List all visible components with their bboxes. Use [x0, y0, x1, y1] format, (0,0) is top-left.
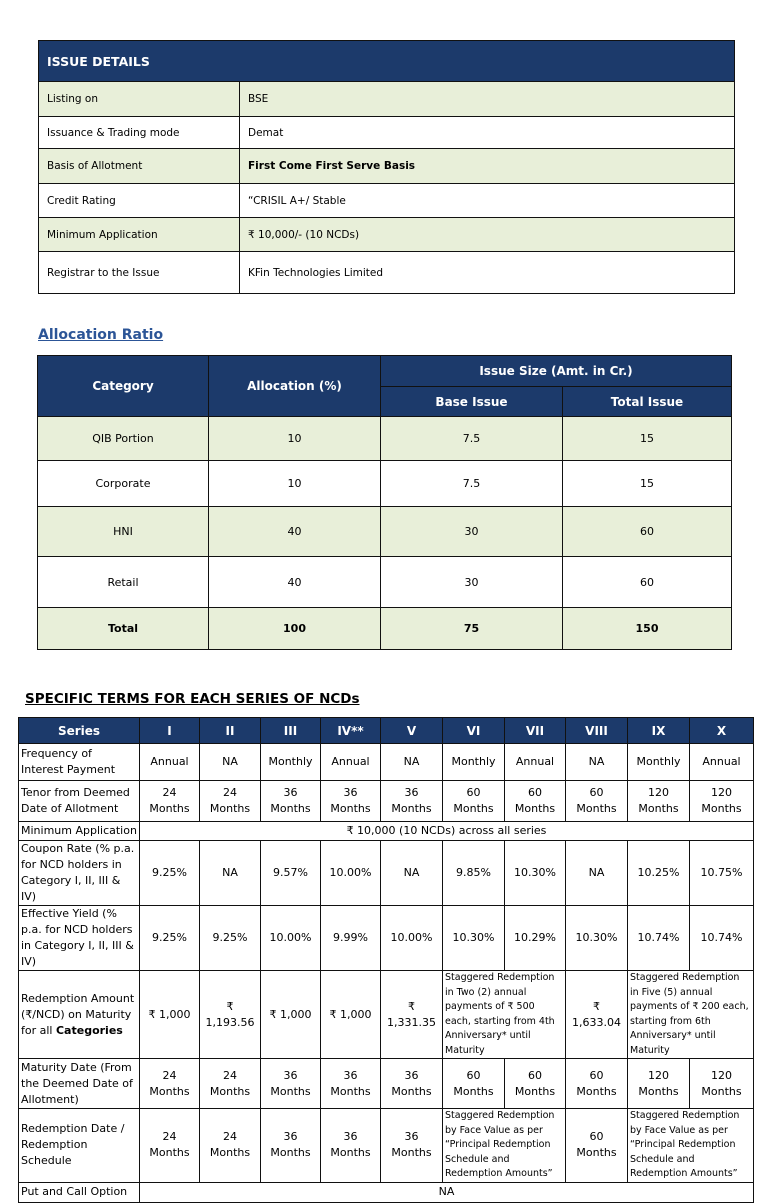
series-terms-table — [18, 717, 754, 1203]
table-row — [39, 184, 735, 218]
cell-staggered: Staggered Redemption by Face Value as per “Principal Redemption Schedule and Redemption Amounts” — [628, 1109, 754, 1183]
series-header: I — [140, 718, 200, 744]
cell-base: 7.5 — [381, 417, 563, 461]
cell: Monthly — [261, 744, 321, 781]
cell: NA — [140, 1182, 754, 1202]
row-value: “CRISIL A+/ Stable — [240, 184, 735, 218]
cell-allocation: 10 — [209, 417, 381, 461]
series-terms-title: SPECIFIC TERMS FOR EACH SERIES OF NCDs — [25, 691, 360, 707]
cell: ₹ 1,193.56 — [200, 971, 261, 1059]
table-row — [19, 906, 754, 971]
cell: 10.30% — [566, 906, 628, 971]
cell: ₹ 1,331.35 — [381, 971, 443, 1059]
cell: 60 Months — [443, 1059, 505, 1109]
series-header: Series — [19, 718, 140, 744]
table-row — [39, 218, 735, 252]
cell: 24 Months — [200, 1109, 261, 1183]
cell: NA — [381, 744, 443, 781]
table-row — [38, 557, 732, 608]
row-value: Demat — [240, 117, 735, 149]
row-label-text: Redemption Amount (₹/NCD) on Maturity for all — [21, 991, 135, 1037]
cell-category: Total — [38, 608, 209, 650]
cell: 24 Months — [200, 1059, 261, 1109]
table-row-total — [38, 608, 732, 650]
cell-base: 30 — [381, 557, 563, 608]
cell: 36 Months — [261, 1059, 321, 1109]
row-label: Maturity Date (From the Deemed Date of Allotment) — [19, 1059, 140, 1109]
cell: 10.00% — [381, 906, 443, 971]
series-header: X — [690, 718, 754, 744]
cell-base: 7.5 — [381, 461, 563, 507]
cell: 10.30% — [443, 906, 505, 971]
cell: 36 Months — [261, 781, 321, 822]
cell: 36 Months — [381, 1109, 443, 1183]
cell: 60 Months — [505, 781, 566, 822]
cell: 9.25% — [140, 841, 200, 906]
table-row — [39, 149, 735, 184]
header-total-issue: Total Issue — [563, 387, 732, 417]
cell: Annual — [505, 744, 566, 781]
header-base-issue: Base Issue — [381, 387, 563, 417]
cell: 36 Months — [381, 1059, 443, 1109]
cell-allocation: 40 — [209, 557, 381, 608]
cell: 10.30% — [505, 841, 566, 906]
cell: 10.74% — [628, 906, 690, 971]
row-label — [19, 971, 140, 1059]
header-allocation: Allocation (%) — [209, 356, 381, 417]
row-label: Put and Call Option — [19, 1182, 140, 1202]
row-value: KFin Technologies Limited — [240, 252, 735, 294]
row-label: Registrar to the Issue — [39, 252, 240, 294]
cell: 10.74% — [690, 906, 754, 971]
cell-total: 150 — [563, 608, 732, 650]
cell: 60 Months — [566, 781, 628, 822]
issue-details-title: ISSUE DETAILS — [39, 41, 735, 82]
table-row — [39, 117, 735, 149]
cell: ₹ 1,000 — [261, 971, 321, 1059]
cell: NA — [381, 841, 443, 906]
row-label: Coupon Rate (% p.a. for NCD holders in Category I, II, III & IV) — [19, 841, 140, 906]
cell-staggered: Staggered Redemption by Face Value as per “Principal Redemption Schedule and Redemption Amounts” — [443, 1109, 566, 1183]
header-issue-size: Issue Size (Amt. in Cr.) — [381, 356, 732, 387]
cell: 10.29% — [505, 906, 566, 971]
series-header-row — [19, 718, 754, 744]
cell: 24 Months — [200, 781, 261, 822]
cell-total: 60 — [563, 557, 732, 608]
row-label: Credit Rating — [39, 184, 240, 218]
header-category: Category — [38, 356, 209, 417]
row-label: Minimum Application — [19, 822, 140, 841]
cell-staggered: Staggered Redemption in Five (5) annual payments of ₹ 200 each, starting from 6th Anniversary* until Maturity — [628, 971, 754, 1059]
cell: 9.25% — [200, 906, 261, 971]
cell-total: 60 — [563, 507, 732, 557]
cell: Annual — [690, 744, 754, 781]
cell: 36 Months — [321, 1109, 381, 1183]
cell: NA — [200, 841, 261, 906]
table-row — [19, 781, 754, 822]
allocation-ratio-title: Allocation Ratio — [38, 327, 164, 343]
table-row — [39, 252, 735, 294]
cell-base: 30 — [381, 507, 563, 557]
table-row — [19, 822, 754, 841]
cell: 120 Months — [690, 1059, 754, 1109]
cell-category: Corporate — [38, 461, 209, 507]
cell: 36 Months — [381, 781, 443, 822]
cell: 24 Months — [140, 781, 200, 822]
cell: ₹ 1,000 — [321, 971, 381, 1059]
cell: 120 Months — [628, 781, 690, 822]
allocation-table — [37, 355, 732, 650]
cell: 36 Months — [261, 1109, 321, 1183]
cell: 60 Months — [443, 781, 505, 822]
table-row — [19, 1109, 754, 1183]
cell: 36 Months — [321, 781, 381, 822]
cell: NA — [566, 841, 628, 906]
cell-category: HNI — [38, 507, 209, 557]
cell: 60 Months — [505, 1059, 566, 1109]
row-label: Redemption Date / Redemption Schedule — [19, 1109, 140, 1183]
row-label: Frequency of Interest Payment — [19, 744, 140, 781]
table-row — [19, 1059, 754, 1109]
row-value: BSE — [240, 82, 735, 117]
cell: 36 Months — [321, 1059, 381, 1109]
cell: Annual — [321, 744, 381, 781]
cell: 24 Months — [140, 1109, 200, 1183]
series-header: IX — [628, 718, 690, 744]
cell: Annual — [140, 744, 200, 781]
cell: 60 Months — [566, 1109, 628, 1183]
cell: Monthly — [443, 744, 505, 781]
cell-total: 15 — [563, 461, 732, 507]
series-header: V — [381, 718, 443, 744]
cell: 60 Months — [566, 1059, 628, 1109]
cell: ₹ 10,000 (10 NCDs) across all series — [140, 822, 754, 841]
cell: 24 Months — [140, 1059, 200, 1109]
cell-allocation: 100 — [209, 608, 381, 650]
row-label: Listing on — [39, 82, 240, 117]
cell-allocation: 10 — [209, 461, 381, 507]
row-label: Tenor from Deemed Date of Allotment — [19, 781, 140, 822]
table-row — [38, 507, 732, 557]
cell: NA — [200, 744, 261, 781]
series-header: VIII — [566, 718, 628, 744]
row-value: ₹ 10,000/- (10 NCDs) — [240, 218, 735, 252]
cell: 9.99% — [321, 906, 381, 971]
table-row — [19, 841, 754, 906]
cell: 120 Months — [628, 1059, 690, 1109]
cell: ₹ 1,633.04 — [566, 971, 628, 1059]
cell: NA — [566, 744, 628, 781]
cell-staggered: Staggered Redemption in Two (2) annual payments of ₹ 500 each, starting from 4th Anniversary* until Maturity — [443, 971, 566, 1059]
series-header: VI — [443, 718, 505, 744]
cell: 10.25% — [628, 841, 690, 906]
row-value: First Come First Serve Basis — [240, 149, 735, 184]
table-row — [38, 461, 732, 507]
cell: 10.00% — [321, 841, 381, 906]
cell-total: 15 — [563, 417, 732, 461]
series-header: III — [261, 718, 321, 744]
table-row — [39, 82, 735, 117]
row-label-bold: Categories — [55, 1023, 123, 1037]
cell: 9.25% — [140, 906, 200, 971]
cell: 10.00% — [261, 906, 321, 971]
cell-category: Retail — [38, 557, 209, 608]
cell: 120 Months — [690, 781, 754, 822]
cell: 9.57% — [261, 841, 321, 906]
row-label: Effective Yield (% p.a. for NCD holders in Category I, II, III & IV) — [19, 906, 140, 971]
cell-category: QIB Portion — [38, 417, 209, 461]
row-label: Basis of Allotment — [39, 149, 240, 184]
cell-allocation: 40 — [209, 507, 381, 557]
series-header: VII — [505, 718, 566, 744]
table-row — [19, 971, 754, 1059]
issue-details-table — [38, 40, 735, 294]
row-label: Issuance & Trading mode — [39, 117, 240, 149]
cell: Monthly — [628, 744, 690, 781]
cell: 10.75% — [690, 841, 754, 906]
table-row — [19, 1182, 754, 1202]
cell-base: 75 — [381, 608, 563, 650]
table-row — [19, 744, 754, 781]
cell: ₹ 1,000 — [140, 971, 200, 1059]
cell: 9.85% — [443, 841, 505, 906]
series-header: IV** — [321, 718, 381, 744]
table-row — [38, 417, 732, 461]
series-header: II — [200, 718, 261, 744]
row-label: Minimum Application — [39, 218, 240, 252]
